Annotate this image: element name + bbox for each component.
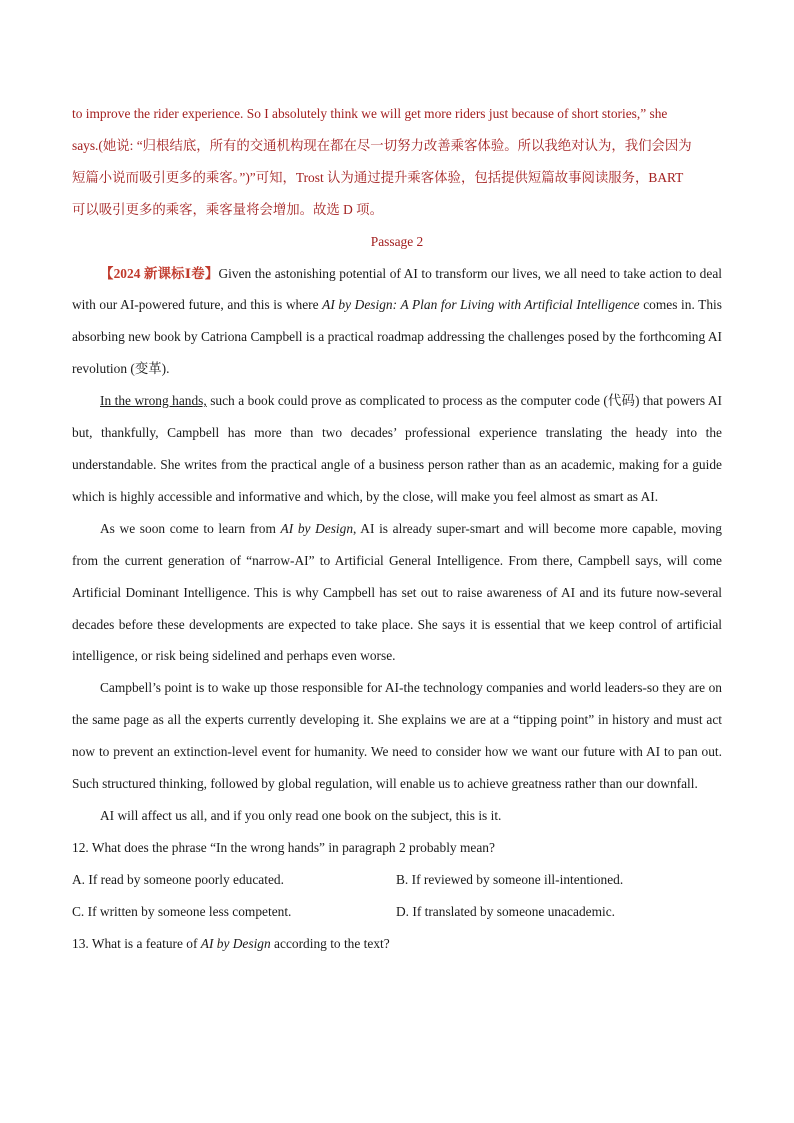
document-page <box>72 98 722 959</box>
explanation-line: to improve the rider experience. So I absolutely think we will get more riders just because of short stories,” she <box>72 106 668 121</box>
option-b: B. If reviewed by someone ill-intentioned. <box>396 871 624 887</box>
question-12-stem: 12. What does the phrase “In the wrong hands” in paragraph 2 probably mean? <box>72 839 495 855</box>
paragraph-text: As we soon come to learn from <box>100 520 281 536</box>
underlined-phrase: In the wrong hands, <box>100 393 207 409</box>
question-12-options-row-2 <box>72 896 722 928</box>
paragraph-2 <box>72 385 722 513</box>
explanation-line: says.(她说: “归根结底，所有的交通机构现在都在尽一切努力改善乘客体验。所以我绝对认为，我们会因为 <box>72 137 692 153</box>
option-a: A. If read by someone poorly educated. <box>72 871 284 887</box>
book-title: AI by Design <box>200 935 271 951</box>
book-title: AI by Design: A Plan for Living with Artificial Intelligence <box>322 297 640 313</box>
answer-explanation <box>72 98 722 226</box>
option-d: D. If translated by someone unacademic. <box>396 903 616 919</box>
paragraph-text: comes in. This absorbing new book by Catriona Campbell is a practical roadmap addressing the challenges posed by the forthcoming AI revolution (变革). <box>72 297 722 377</box>
explanation-line: 可以吸引更多的乘客，乘客量将会增加。故选 D 项。 <box>72 201 383 217</box>
option-c: C. If written by someone less competent. <box>72 903 292 919</box>
paragraph-text: such a book could prove as complicated to process as the computer code (代码) that powers AI but, thankfully, Campbell has more than two decades’ professional experience translating the heady into the understandable. She writes from the practical angle of a business person rather than as an academic, making for a guide which is highly accessible and informative and which, by the close, will make you feel almost as smart as AI. <box>72 393 722 504</box>
passage-title: Passage 2 <box>370 233 424 249</box>
exam-source-tag: 【2024 新课标Ⅰ卷】 <box>100 265 219 281</box>
book-title: AI by Design <box>280 520 354 536</box>
paragraph-1 <box>72 258 722 386</box>
paragraph-text: , AI is already super-smart and will become more capable, moving from the current generation of “narrow-AI” to Artificial General Intelligence. From there, Campbell says, will come Artificial Dominant Intelligence. This is why Campbell has set out to raise awareness of AI and its future now-several decades before these developments are expected to take place. She says it is essential that we keep control of artificial intelligence, or risk being sidelined and perhaps even worse. <box>72 520 722 664</box>
paragraph-5: AI will affect us all, and if you only read one book on the subject, this is it. <box>100 807 502 823</box>
paragraph-4: Campbell’s point is to wake up those responsible for AI-the technology companies and world leaders-so they are on the same page as all the experts currently developing it. She explains we are at a “tipping point” in history and must act now to prevent an extinction-level event for humanity. We need to consider how we want our future with AI to pan out. Such structured thinking, followed by global regulation, will enable us to achieve greatness rather than our downfall. <box>72 680 722 792</box>
question-13-stem <box>72 928 722 960</box>
paragraph-text: Given the astonishing potential of AI to transform our lives, we all need to take action to deal with our AI-powered future, and this is where <box>72 265 722 313</box>
question-text: 13. What is a feature of <box>72 935 201 951</box>
question-text: according to the text? <box>270 935 390 951</box>
paragraph-3 <box>72 513 722 673</box>
question-12-options-row-1 <box>72 864 722 896</box>
explanation-line: 短篇小说而吸引更多的乘客。”)”可知，Trost 认为通过提升乘客体验，包括提供短篇故事阅读服务，BART <box>72 169 684 185</box>
